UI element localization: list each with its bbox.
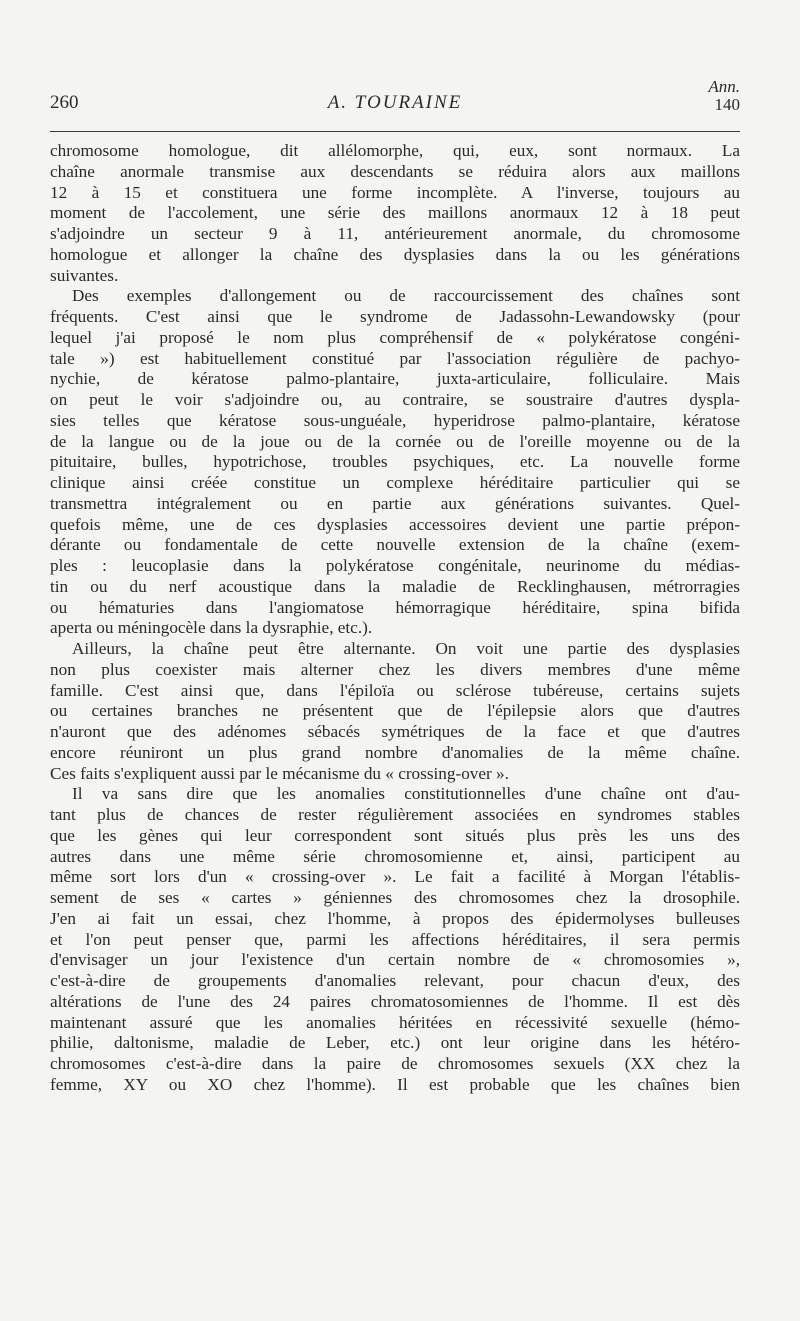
text-line: n'auront que des adénomes sébacés symétriques de la face et que d'autres	[50, 722, 740, 741]
text-line: Ailleurs, la chaîne peut être alternante. On voit une partie des dysplasies	[72, 639, 740, 658]
running-header	[50, 78, 740, 118]
text-line: J'en ai fait un essai, chez l'homme, à propos des épidermolyses bulleuses	[50, 908, 740, 928]
text-line: lequel j'ai proposé le nom plus compréhensif de « polykératose congéni-	[50, 327, 740, 347]
text-line: nychie, de kératose palmo-plantaire, juxta-articulaire, folliculaire. Mais	[50, 369, 740, 389]
margin-note-ann: Ann.	[708, 77, 740, 96]
text-line: non plus coexister mais alterner chez les divers membres d'une même	[50, 659, 740, 679]
text-line: dérante ou fondamentale de cette nouvelle extension de la chaîne (exem-	[50, 535, 740, 555]
text-line: autres dans une même série chromosomienne et, ainsi, participent au	[50, 846, 740, 866]
text-line: sement de ses « cartes » géniennes des chromosomes chez la drosophile.	[50, 888, 740, 907]
text-line: d'envisager un jour l'existence d'un certain nombre de « chromosomies »,	[50, 950, 740, 970]
text-line: et l'on peut penser que, parmi les affections héréditaires, il sera permis	[50, 929, 740, 949]
text-line: chromosome homologue, dit allélomorphe, qui, eux, sont normaux. La	[50, 141, 740, 160]
margin-reference	[708, 78, 740, 114]
text-line: s'adjoindre un secteur 9 à 11, antérieurement anormale, du chromosome	[50, 224, 740, 243]
text-line: moment de l'accolement, une série des maillons anormaux 12 à 18 peut	[50, 203, 740, 223]
text-line: quefois même, une de ces dysplasies accessoires devient une partie prépon-	[50, 514, 740, 534]
text-line: suivantes.	[50, 265, 119, 285]
text-line: que les gènes qui leur correspondent sont situés plus près les uns des	[50, 825, 740, 845]
text-line: philie, daltonisme, maladie de Leber, etc.) ont leur origine dans les hétéro-	[50, 1033, 740, 1053]
text-line: 12 à 15 et constituera une forme incomplète. A l'inverse, toujours au	[50, 182, 740, 202]
text-line: de la langue ou de la joue ou de la cornée ou de l'oreille moyenne ou de la	[50, 431, 740, 451]
text-line: chaîne anormale transmise aux descendants se réduira alors aux maillons	[50, 161, 740, 181]
text-line: clinique ainsi créée constitue un complexe héréditaire particulier qui se	[50, 473, 740, 492]
text-line: fréquents. C'est ainsi que le syndrome de Jadassohn-Lewandowsky (pour	[50, 307, 740, 326]
text-line: femme, XY ou XO chez l'homme). Il est probable que les chaînes bien	[50, 1074, 740, 1094]
text-line: ou certaines branches ne présentent que de l'épilepsie alors que d'autres	[50, 701, 740, 721]
text-line: tin ou du nerf acoustique dans la maladie de Recklinghausen, métrorragies	[50, 576, 740, 596]
running-title: A. TOURAINE	[327, 92, 463, 113]
text-line: altérations de l'une des 24 paires chromatosomiennes de l'homme. Il est dès	[50, 991, 740, 1011]
text-line: transmettra intégralement ou en partie aux générations suivantes. Quel-	[50, 493, 740, 513]
text-line: on peut le voir s'adjoindre ou, au contraire, se soustraire d'autres dyspla-	[50, 390, 740, 409]
text-line: encore réuniront un plus grand nombre d'anomalies de la même chaîne.	[50, 742, 740, 762]
header-rule	[50, 131, 740, 132]
text-line: même sort lors d'un « crossing-over ». Le fait a facilité à Morgan l'établis-	[50, 867, 740, 887]
text-line: tant plus de chances de rester régulièrement associées en syndromes stables	[50, 805, 740, 824]
text-line: pituitaire, bulles, hypotrichose, troubles psychiques, etc. La nouvelle forme	[50, 452, 740, 472]
text-line: homologue et allonger la chaîne des dysplasies dans la ou les générations	[50, 244, 740, 264]
text-line: ou hématuries dans l'angiomatose hémorragique héréditaire, spina bifida	[50, 597, 740, 617]
text-line: chromosomes c'est-à-dire dans la paire de chromosomes sexuels (XX chez la	[50, 1054, 740, 1073]
text-line: famille. C'est ainsi que, dans l'épiloïa ou sclérose tubéreuse, certains sujets	[50, 680, 740, 700]
text-line: ples : leucoplasie dans la polykératose congénitale, neurinome du médias-	[50, 556, 740, 575]
text-line: aperta ou méningocèle dans la dysraphie, etc.).	[50, 618, 373, 638]
body-text	[50, 141, 740, 1096]
text-line: Il va sans dire que les anomalies constitutionnelles d'une chaîne ont d'au-	[72, 784, 740, 804]
text-line: Des exemples d'allongement ou de raccourcissement des chaînes sont	[72, 286, 740, 306]
page-number: 260	[50, 92, 79, 113]
text-line: maintenant assuré que les anomalies héritées en récessivité sexuelle (hémo-	[50, 1012, 740, 1032]
text-line: tale ») est habituellement constitué par l'association régulière de pachyo-	[50, 348, 740, 368]
text-line: Ces faits s'expliquent aussi par le mécanisme du « crossing-over ».	[50, 763, 509, 783]
text-line: sies telles que kératose sous-unguéale, hyperidrose palmo-plantaire, kératose	[50, 410, 740, 430]
text-line: c'est-à-dire de groupements d'anomalies relevant, pour chacun d'eux, des	[50, 971, 740, 990]
margin-note-number: 140	[714, 95, 740, 114]
